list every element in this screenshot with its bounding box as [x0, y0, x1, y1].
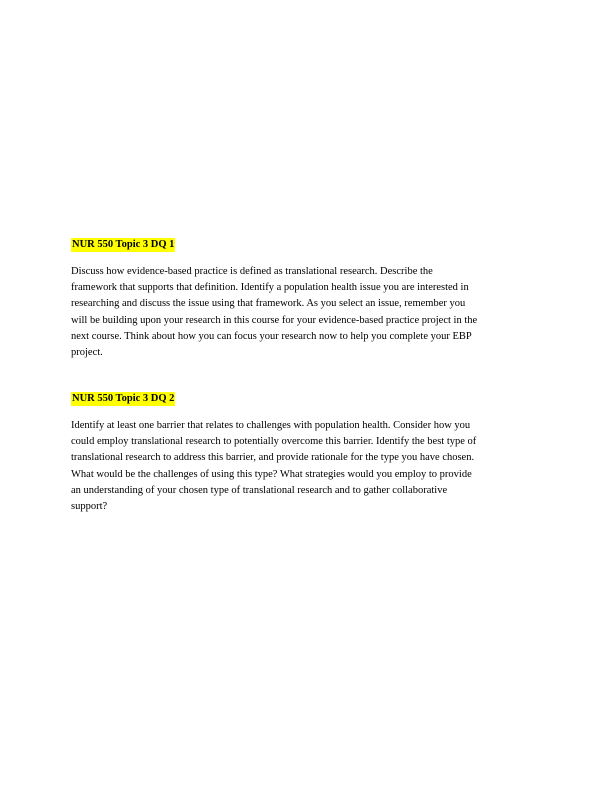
dq2-line: could employ translational research to potentially overcome this barrier. Identify the best type of — [71, 436, 477, 448]
dq2-body — [71, 418, 541, 515]
dq2-line: an understanding of your chosen type of translational research and to gather collaborative — [71, 484, 448, 496]
dq1-heading: NUR 550 Topic 3 DQ 1 — [72, 239, 175, 250]
dq1-section — [71, 234, 541, 361]
dq2-line: support? — [71, 501, 108, 513]
dq1-line: next course. Think about how you can focus your research now to help you complete your EBP — [71, 330, 472, 342]
dq2-section — [71, 388, 541, 515]
dq2-heading: NUR 550 Topic 3 DQ 2 — [72, 393, 175, 404]
dq1-line: researching and discuss the issue using that framework. As you select an issue, remember you — [71, 298, 466, 310]
dq1-line: project. — [71, 347, 103, 359]
dq1-line: Discuss how evidence-based practice is defined as translational research. Describe the — [71, 266, 433, 277]
dq2-line: translational research to address this barrier, and provide rationale for the type you have chosen. — [71, 452, 475, 464]
dq1-line: framework that supports that definition. Identify a population health issue you are interested in — [71, 282, 469, 294]
dq2-line: What would be the challenges of using this type? What strategies would you employ to provide — [71, 468, 472, 480]
dq1-line: will be building upon your research in this course for your evidence-based practice project in the — [71, 314, 478, 326]
dq2-line: Identify at least one barrier that relates to challenges with population health. Consider how you — [71, 420, 471, 431]
dq1-body — [71, 264, 541, 361]
